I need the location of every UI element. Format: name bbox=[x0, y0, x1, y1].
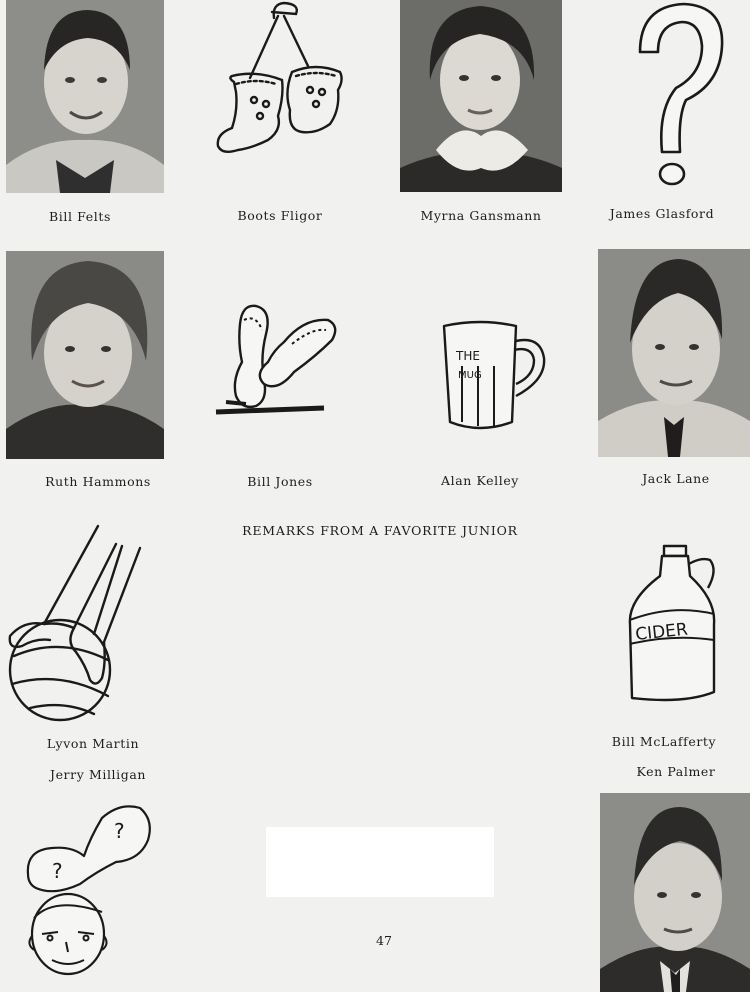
mug-label-top: THE bbox=[456, 349, 480, 363]
page-number: 47 bbox=[376, 933, 392, 948]
name-bill-jones: Bill Jones bbox=[247, 474, 313, 489]
name-jack-lane: Jack Lane bbox=[642, 471, 710, 486]
portrait-photo-myrna-gansmann bbox=[400, 0, 562, 192]
portrait-photo-ruth-hammons bbox=[6, 251, 164, 459]
question-mark-sketch bbox=[628, 0, 728, 190]
portrait-photo-jack-lane bbox=[598, 249, 750, 457]
name-bill-mclafferty: Bill McLafferty bbox=[611, 734, 717, 749]
mug-label-bottom: MUG bbox=[458, 370, 482, 381]
mug-sketch bbox=[440, 318, 550, 438]
thinking-head-sketch bbox=[24, 800, 154, 982]
cider-jug-sketch bbox=[624, 544, 724, 710]
baby-shoes-sketch bbox=[212, 0, 352, 175]
name-bill-felts: Bill Felts bbox=[49, 209, 111, 224]
portrait-photo-bill-felts bbox=[6, 0, 164, 193]
question-mark-1: ? bbox=[52, 859, 63, 883]
name-jerry-milligan: Jerry Milligan bbox=[49, 767, 147, 782]
name-lyvon-martin: Lyvon Martin bbox=[46, 736, 140, 751]
jug-label: CIDER bbox=[634, 619, 689, 645]
name-james-glasford: James Glasford bbox=[609, 206, 715, 221]
portrait-photo-ken-palmer bbox=[600, 793, 750, 992]
name-alan-kelley: Alan Kelley bbox=[441, 473, 519, 488]
blank-white-box bbox=[266, 827, 494, 897]
hands-on-ball-sketch bbox=[4, 524, 154, 720]
remarks-heading: REMARKS FROM A FAVORITE JUNIOR bbox=[242, 523, 518, 538]
name-ruth-hammons: Ruth Hammons bbox=[45, 474, 151, 489]
question-mark-2: ? bbox=[114, 819, 125, 843]
name-myrna-gansmann: Myrna Gansmann bbox=[420, 208, 542, 223]
name-boots-fligor: Boots Fligor bbox=[237, 208, 323, 223]
name-ken-palmer: Ken Palmer bbox=[636, 764, 716, 779]
bowling-pins-sketch bbox=[212, 300, 348, 425]
